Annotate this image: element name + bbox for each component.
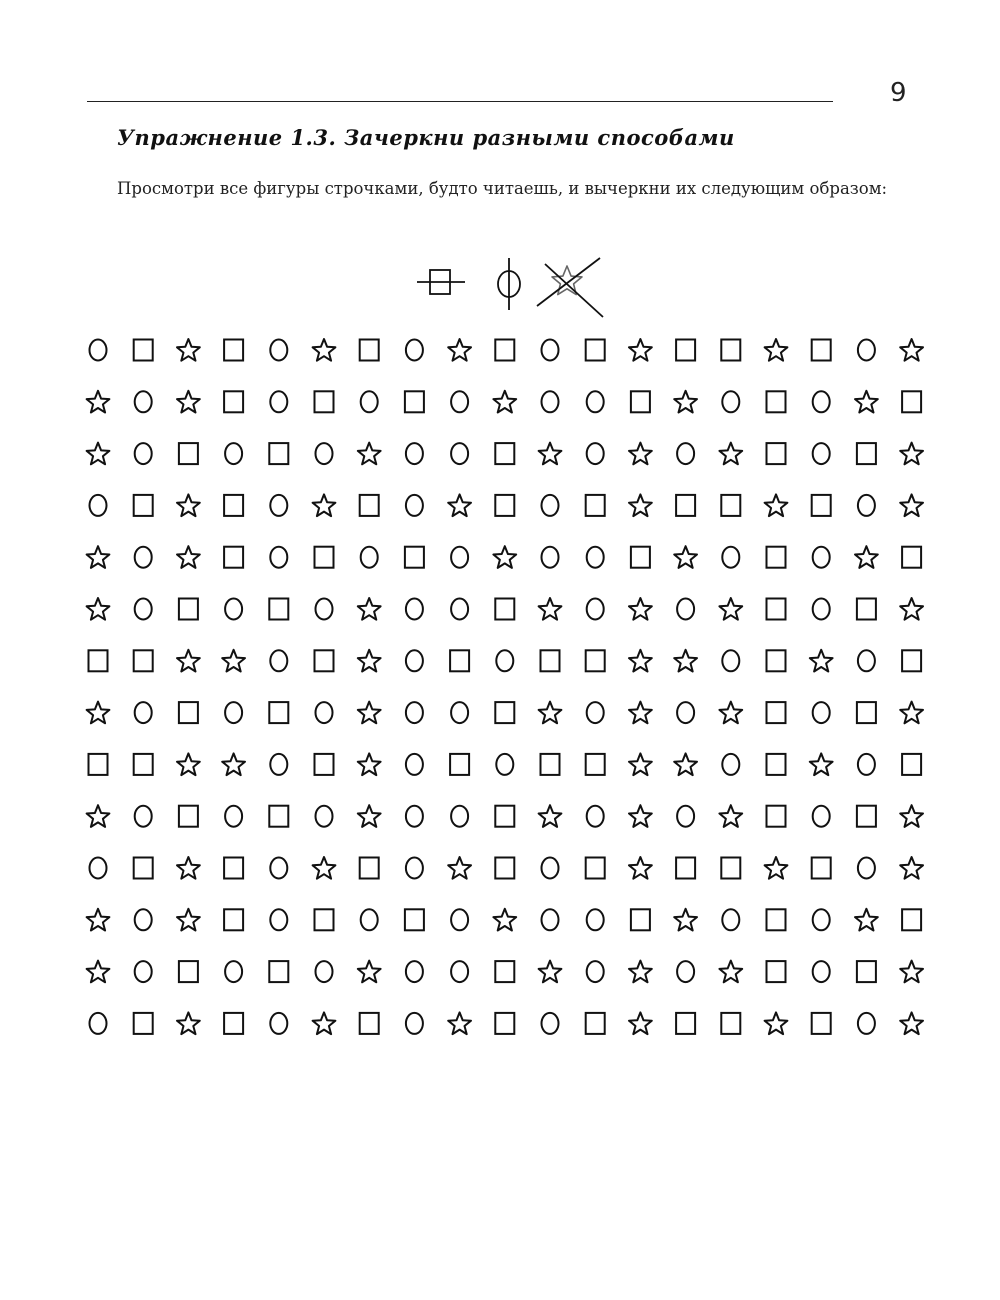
square-icon[interactable] <box>586 1013 605 1034</box>
circle-icon[interactable] <box>587 806 604 827</box>
circle-icon[interactable] <box>451 443 468 464</box>
circle-icon[interactable] <box>406 702 423 723</box>
circle-icon[interactable] <box>361 909 378 930</box>
square-icon[interactable] <box>857 599 876 620</box>
star-icon[interactable] <box>448 494 471 516</box>
circle-icon[interactable] <box>361 547 378 568</box>
square-icon[interactable] <box>586 495 605 516</box>
star-icon[interactable] <box>900 961 923 983</box>
square-icon[interactable] <box>224 547 243 568</box>
square-icon[interactable] <box>269 443 288 464</box>
circle-icon[interactable] <box>406 650 423 671</box>
star-icon[interactable] <box>629 1012 652 1034</box>
square-icon[interactable] <box>495 599 514 620</box>
circle-icon[interactable] <box>858 650 875 671</box>
square-icon[interactable] <box>586 340 605 361</box>
shape-row <box>89 753 922 775</box>
shape-row <box>87 909 922 931</box>
square-icon[interactable] <box>89 754 108 775</box>
circle-icon[interactable] <box>270 909 287 930</box>
circle-icon[interactable] <box>90 495 107 516</box>
star-icon[interactable] <box>358 443 381 465</box>
star-icon[interactable] <box>900 598 923 620</box>
star-icon[interactable] <box>629 443 652 465</box>
star-icon[interactable] <box>674 546 697 568</box>
star-icon[interactable] <box>493 546 516 568</box>
shape-row <box>90 494 924 516</box>
circle-icon[interactable] <box>270 858 287 879</box>
star-icon[interactable] <box>539 961 562 983</box>
circle-icon[interactable] <box>722 650 739 671</box>
circle-icon[interactable] <box>542 547 559 568</box>
square-icon[interactable] <box>315 547 334 568</box>
circle-icon[interactable] <box>361 391 378 412</box>
square-icon[interactable] <box>857 961 876 982</box>
circle-icon[interactable] <box>135 547 152 568</box>
shape-row <box>87 391 922 413</box>
circle-icon[interactable] <box>451 391 468 412</box>
square-icon[interactable] <box>134 340 153 361</box>
star-icon[interactable] <box>493 391 516 413</box>
square-icon[interactable] <box>902 754 921 775</box>
circle-icon[interactable] <box>406 858 423 879</box>
star-icon[interactable] <box>810 650 833 672</box>
circle-icon[interactable] <box>542 340 559 361</box>
square-icon[interactable] <box>495 858 514 879</box>
star-icon[interactable] <box>900 1012 923 1034</box>
square-icon[interactable] <box>586 650 605 671</box>
circle-icon[interactable] <box>270 340 287 361</box>
star-icon[interactable] <box>177 857 200 879</box>
star-icon[interactable] <box>87 546 110 568</box>
square-icon[interactable] <box>812 495 831 516</box>
circle-icon[interactable] <box>406 961 423 982</box>
star-icon[interactable] <box>222 650 245 672</box>
circle-icon[interactable] <box>225 599 242 620</box>
square-icon[interactable] <box>405 391 424 412</box>
star-icon[interactable] <box>810 753 833 775</box>
square-icon[interactable] <box>902 391 921 412</box>
circle-icon[interactable] <box>451 599 468 620</box>
star-icon[interactable] <box>765 857 788 879</box>
square-icon[interactable] <box>902 547 921 568</box>
circle-icon[interactable] <box>135 702 152 723</box>
square-icon[interactable] <box>767 391 786 412</box>
square-icon[interactable] <box>495 702 514 723</box>
circle-icon[interactable] <box>813 547 830 568</box>
square-icon[interactable] <box>767 702 786 723</box>
star-icon[interactable] <box>629 753 652 775</box>
circle-icon[interactable] <box>451 909 468 930</box>
square-icon[interactable] <box>495 806 514 827</box>
circle-icon[interactable] <box>406 754 423 775</box>
star-icon[interactable] <box>539 805 562 827</box>
square-icon[interactable] <box>721 858 740 879</box>
circle-icon[interactable] <box>270 754 287 775</box>
shape-row <box>90 339 924 361</box>
square-icon[interactable] <box>224 909 243 930</box>
circle-icon[interactable] <box>542 495 559 516</box>
circle-icon[interactable] <box>406 599 423 620</box>
circle-icon[interactable] <box>542 391 559 412</box>
circle-icon[interactable] <box>677 806 694 827</box>
square-icon[interactable] <box>721 340 740 361</box>
circle-icon[interactable] <box>451 547 468 568</box>
star-icon[interactable] <box>629 702 652 724</box>
square-icon[interactable] <box>857 443 876 464</box>
star-icon[interactable] <box>448 857 471 879</box>
star-icon[interactable] <box>674 391 697 413</box>
circle-icon[interactable] <box>813 702 830 723</box>
star-icon[interactable] <box>87 805 110 827</box>
circle-icon[interactable] <box>135 599 152 620</box>
square-icon[interactable] <box>450 650 469 671</box>
square-icon[interactable] <box>360 858 379 879</box>
circle-icon[interactable] <box>270 391 287 412</box>
square-icon[interactable] <box>495 1013 514 1034</box>
square-icon[interactable] <box>767 909 786 930</box>
square-icon[interactable] <box>631 391 650 412</box>
circle-icon[interactable] <box>858 495 875 516</box>
square-icon[interactable] <box>134 754 153 775</box>
star-icon[interactable] <box>358 650 381 672</box>
circle-icon[interactable] <box>587 599 604 620</box>
square-icon[interactable] <box>676 340 695 361</box>
circle-icon[interactable] <box>316 702 333 723</box>
square-icon[interactable] <box>857 806 876 827</box>
circle-icon[interactable] <box>135 443 152 464</box>
square-icon[interactable] <box>676 495 695 516</box>
star-icon[interactable] <box>358 598 381 620</box>
star-icon[interactable] <box>448 1012 471 1034</box>
square-icon[interactable] <box>179 961 198 982</box>
square-icon[interactable] <box>767 650 786 671</box>
star-icon[interactable] <box>177 1012 200 1034</box>
circle-icon[interactable] <box>90 340 107 361</box>
square-icon[interactable] <box>360 1013 379 1034</box>
circle-icon[interactable] <box>406 806 423 827</box>
star-icon[interactable] <box>629 961 652 983</box>
square-icon[interactable] <box>902 650 921 671</box>
shape-row <box>87 702 923 724</box>
circle-icon[interactable] <box>135 806 152 827</box>
circle-icon[interactable] <box>225 961 242 982</box>
square-icon[interactable] <box>224 340 243 361</box>
star-icon[interactable] <box>493 909 516 931</box>
square-icon[interactable] <box>541 754 560 775</box>
star-icon[interactable] <box>87 443 110 465</box>
star-icon[interactable] <box>900 857 923 879</box>
shape-row <box>87 598 923 620</box>
circle-icon[interactable] <box>270 495 287 516</box>
circle-icon[interactable] <box>406 495 423 516</box>
star-icon[interactable] <box>448 339 471 361</box>
circle-icon[interactable] <box>406 340 423 361</box>
star-icon[interactable] <box>765 1012 788 1034</box>
square-icon[interactable] <box>224 858 243 879</box>
square-icon[interactable] <box>134 858 153 879</box>
star-icon[interactable] <box>313 857 336 879</box>
circle-icon[interactable] <box>316 443 333 464</box>
circle-icon[interactable] <box>677 702 694 723</box>
circle-icon[interactable] <box>542 1013 559 1034</box>
star-icon[interactable] <box>900 805 923 827</box>
star-icon[interactable] <box>358 805 381 827</box>
square-icon[interactable] <box>495 340 514 361</box>
star-icon[interactable] <box>719 961 742 983</box>
star-icon[interactable] <box>539 702 562 724</box>
star-icon[interactable] <box>177 339 200 361</box>
square-icon[interactable] <box>767 961 786 982</box>
circle-icon[interactable] <box>406 443 423 464</box>
circle-icon[interactable] <box>677 443 694 464</box>
star-icon[interactable] <box>177 909 200 931</box>
star-icon[interactable] <box>87 391 110 413</box>
square-icon[interactable] <box>269 806 288 827</box>
star-icon[interactable] <box>177 546 200 568</box>
circle-icon[interactable] <box>722 909 739 930</box>
circle-icon[interactable] <box>270 1013 287 1034</box>
circle-icon[interactable] <box>135 961 152 982</box>
circle-icon[interactable] <box>316 961 333 982</box>
square-icon[interactable] <box>812 340 831 361</box>
square-icon[interactable] <box>812 858 831 879</box>
square-icon[interactable] <box>721 1013 740 1034</box>
circle-icon[interactable] <box>542 858 559 879</box>
square-icon[interactable] <box>631 547 650 568</box>
square-icon[interactable] <box>269 702 288 723</box>
star-icon[interactable] <box>313 1012 336 1034</box>
circle-icon[interactable] <box>587 961 604 982</box>
square-icon[interactable] <box>224 1013 243 1034</box>
shape-row <box>90 1012 924 1034</box>
star-icon[interactable] <box>539 443 562 465</box>
star-icon[interactable] <box>177 494 200 516</box>
circle-icon[interactable] <box>270 547 287 568</box>
star-icon[interactable] <box>900 494 923 516</box>
page-number: 9 <box>890 78 907 108</box>
square-icon[interactable] <box>676 858 695 879</box>
circle-icon[interactable] <box>316 806 333 827</box>
square-icon[interactable] <box>315 650 334 671</box>
square-icon[interactable] <box>721 495 740 516</box>
star-icon[interactable] <box>87 961 110 983</box>
circle-icon[interactable] <box>225 443 242 464</box>
star-icon[interactable] <box>855 391 878 413</box>
square-icon[interactable] <box>315 909 334 930</box>
circle-icon[interactable] <box>813 961 830 982</box>
star-icon[interactable] <box>629 650 652 672</box>
star-icon[interactable] <box>629 339 652 361</box>
star-icon[interactable] <box>358 753 381 775</box>
circle-icon[interactable] <box>90 858 107 879</box>
circle-icon[interactable] <box>316 599 333 620</box>
circle-icon[interactable] <box>677 599 694 620</box>
exercise-title: Упражнение 1.3. Зачеркни разными способами <box>117 125 735 150</box>
circle-icon[interactable] <box>858 858 875 879</box>
circle-icon[interactable] <box>813 391 830 412</box>
star-icon[interactable] <box>900 443 923 465</box>
star-icon[interactable] <box>629 598 652 620</box>
circle-icon[interactable] <box>135 391 152 412</box>
circle-icon[interactable] <box>542 909 559 930</box>
circle-icon[interactable] <box>135 909 152 930</box>
star-icon[interactable] <box>765 339 788 361</box>
star-icon[interactable] <box>900 702 923 724</box>
star-icon[interactable] <box>855 546 878 568</box>
square-icon[interactable] <box>631 909 650 930</box>
circle-icon[interactable] <box>813 909 830 930</box>
star-icon[interactable] <box>87 909 110 931</box>
square-icon[interactable] <box>179 806 198 827</box>
circle-icon[interactable] <box>587 547 604 568</box>
square-icon[interactable] <box>315 754 334 775</box>
square-icon[interactable] <box>857 702 876 723</box>
circle-icon[interactable] <box>858 1013 875 1034</box>
star-icon[interactable] <box>674 753 697 775</box>
circle-icon[interactable] <box>90 1013 107 1034</box>
square-icon[interactable] <box>812 1013 831 1034</box>
star-icon[interactable] <box>358 702 381 724</box>
star-icon[interactable] <box>719 598 742 620</box>
circle-icon[interactable] <box>451 961 468 982</box>
star-icon[interactable] <box>313 339 336 361</box>
square-icon[interactable] <box>767 547 786 568</box>
star-icon[interactable] <box>177 650 200 672</box>
circle-icon[interactable] <box>813 806 830 827</box>
circle-icon[interactable] <box>451 806 468 827</box>
instruction-text: Просмотри все фигуры строчками, будто читаешь, и вычеркни их следующим образом: <box>117 179 888 198</box>
square-icon[interactable] <box>405 547 424 568</box>
star-icon[interactable] <box>629 857 652 879</box>
square-icon[interactable] <box>495 495 514 516</box>
square-icon[interactable] <box>902 909 921 930</box>
circle-icon[interactable] <box>587 702 604 723</box>
square-icon[interactable] <box>767 443 786 464</box>
square-icon[interactable] <box>767 806 786 827</box>
shape-row <box>87 805 923 827</box>
square-icon[interactable] <box>586 858 605 879</box>
shape-row <box>87 443 923 465</box>
star-icon[interactable] <box>719 443 742 465</box>
circle-icon[interactable] <box>813 599 830 620</box>
circle-icon[interactable] <box>722 547 739 568</box>
circle-icon[interactable] <box>496 650 513 671</box>
circle-icon[interactable] <box>858 340 875 361</box>
square-icon[interactable] <box>767 599 786 620</box>
star-icon[interactable] <box>87 702 110 724</box>
square-icon[interactable] <box>405 909 424 930</box>
square-icon[interactable] <box>767 754 786 775</box>
square-icon[interactable] <box>179 443 198 464</box>
star-icon[interactable] <box>719 805 742 827</box>
circle-icon[interactable] <box>225 702 242 723</box>
circle-icon[interactable] <box>406 1013 423 1034</box>
square-icon[interactable] <box>315 391 334 412</box>
square-icon[interactable] <box>495 443 514 464</box>
star-icon[interactable] <box>358 961 381 983</box>
star-icon[interactable] <box>313 494 336 516</box>
circle-icon[interactable] <box>858 754 875 775</box>
star-icon[interactable] <box>855 909 878 931</box>
circle-icon[interactable] <box>587 443 604 464</box>
star-icon[interactable] <box>177 391 200 413</box>
square-icon[interactable] <box>541 650 560 671</box>
shape-row <box>87 961 923 983</box>
star-icon[interactable] <box>87 598 110 620</box>
shape-row <box>89 650 922 672</box>
shape-row <box>90 857 924 879</box>
square-icon[interactable] <box>224 495 243 516</box>
star-icon[interactable] <box>629 494 652 516</box>
square-icon[interactable] <box>134 1013 153 1034</box>
square-icon[interactable] <box>224 391 243 412</box>
star-icon[interactable] <box>629 805 652 827</box>
square-icon[interactable] <box>89 650 108 671</box>
circle-icon[interactable] <box>813 443 830 464</box>
circle-icon[interactable] <box>722 391 739 412</box>
square-icon[interactable] <box>450 754 469 775</box>
star-icon[interactable] <box>674 909 697 931</box>
star-icon[interactable] <box>222 753 245 775</box>
star-icon[interactable] <box>177 753 200 775</box>
square-icon[interactable] <box>676 1013 695 1034</box>
square-icon[interactable] <box>586 754 605 775</box>
square-icon[interactable] <box>495 961 514 982</box>
circle-icon[interactable] <box>225 806 242 827</box>
star-icon[interactable] <box>674 650 697 672</box>
star-icon[interactable] <box>765 494 788 516</box>
shape-row <box>87 546 922 568</box>
circle-icon[interactable] <box>677 961 694 982</box>
square-icon[interactable] <box>360 340 379 361</box>
circle-icon[interactable] <box>722 754 739 775</box>
circle-icon[interactable] <box>587 909 604 930</box>
star-icon[interactable] <box>719 702 742 724</box>
star-icon[interactable] <box>539 598 562 620</box>
circle-icon[interactable] <box>496 754 513 775</box>
circle-icon[interactable] <box>451 702 468 723</box>
square-icon[interactable] <box>269 961 288 982</box>
square-icon[interactable] <box>179 702 198 723</box>
square-icon[interactable] <box>134 650 153 671</box>
square-icon[interactable] <box>179 599 198 620</box>
circle-icon[interactable] <box>270 650 287 671</box>
square-icon[interactable] <box>360 495 379 516</box>
star-icon[interactable] <box>900 339 923 361</box>
square-icon[interactable] <box>134 495 153 516</box>
square-icon[interactable] <box>269 599 288 620</box>
circle-icon[interactable] <box>587 391 604 412</box>
